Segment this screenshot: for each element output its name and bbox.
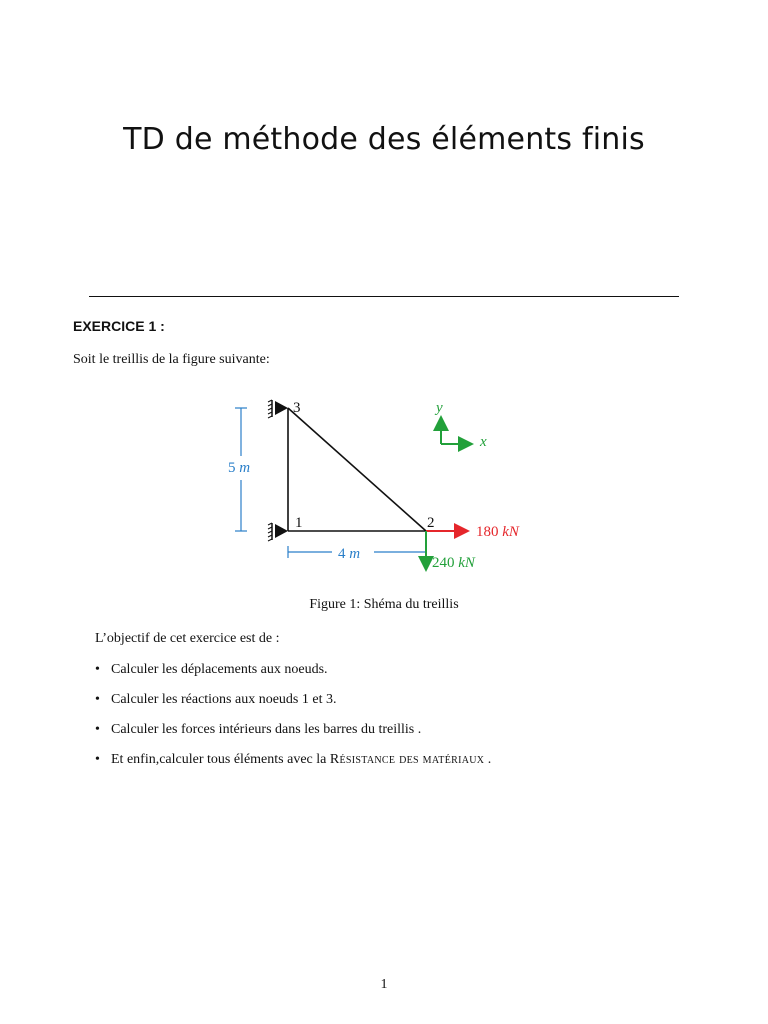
truss-diagram bbox=[200, 390, 570, 580]
force-horizontal bbox=[426, 524, 520, 540]
truss-figure bbox=[200, 390, 570, 580]
axis-y-label: y bbox=[436, 400, 443, 416]
list-item bbox=[95, 721, 491, 751]
list-item-text-prefix: Et enfin,calculer tous éléments avec la bbox=[111, 752, 330, 767]
list-item-text: Calculer les déplacements aux noeuds. bbox=[111, 662, 328, 677]
objective-text: L’objectif de cet exercice est de : bbox=[95, 631, 280, 646]
node-label-1: 1 bbox=[295, 515, 303, 531]
dimension-width-label: 4 m bbox=[338, 546, 361, 562]
list-item-text-smallcaps: Résistance des matériaux bbox=[329, 752, 485, 767]
objective-list bbox=[95, 661, 491, 781]
dimension-height bbox=[228, 408, 250, 531]
page-title: TD de méthode des éléments finis bbox=[123, 122, 645, 157]
support-node-1 bbox=[268, 523, 288, 541]
axes-indicator bbox=[434, 400, 487, 450]
page-number: 1 bbox=[380, 977, 388, 992]
force-vertical bbox=[426, 531, 476, 571]
list-item bbox=[95, 661, 491, 691]
figure-caption: Figure 1: Shéma du treillis bbox=[309, 597, 459, 612]
node-label-2: 2 bbox=[427, 515, 435, 531]
truss-bars bbox=[288, 408, 426, 531]
list-item bbox=[95, 691, 491, 721]
list-item-text: Calculer les réactions aux noeuds 1 et 3. bbox=[111, 692, 337, 707]
horizontal-rule bbox=[89, 296, 679, 297]
node-label-3: 3 bbox=[293, 400, 301, 416]
support-node-3 bbox=[268, 400, 288, 418]
list-item-text-suffix: . bbox=[484, 752, 492, 767]
intro-text: Soit le treillis de la figure suivante: bbox=[73, 352, 270, 367]
dimension-height-label: 5 m bbox=[228, 460, 251, 476]
dimension-width bbox=[288, 546, 426, 562]
force-horizontal-label: 180 kN bbox=[476, 524, 519, 540]
bullet-icon: • bbox=[95, 752, 100, 767]
list-item-text: Calculer les forces intérieurs dans les barres du treillis . bbox=[111, 722, 422, 737]
exercise-heading: EXERCICE 1 : bbox=[73, 318, 165, 334]
force-vertical-label: 240 kN bbox=[432, 555, 475, 571]
axis-x-label: x bbox=[480, 434, 487, 450]
bullet-icon: • bbox=[95, 692, 100, 707]
list-item bbox=[95, 751, 491, 781]
bar-2-3 bbox=[288, 408, 426, 531]
bullet-icon: • bbox=[95, 722, 100, 737]
bullet-icon: • bbox=[95, 662, 100, 677]
